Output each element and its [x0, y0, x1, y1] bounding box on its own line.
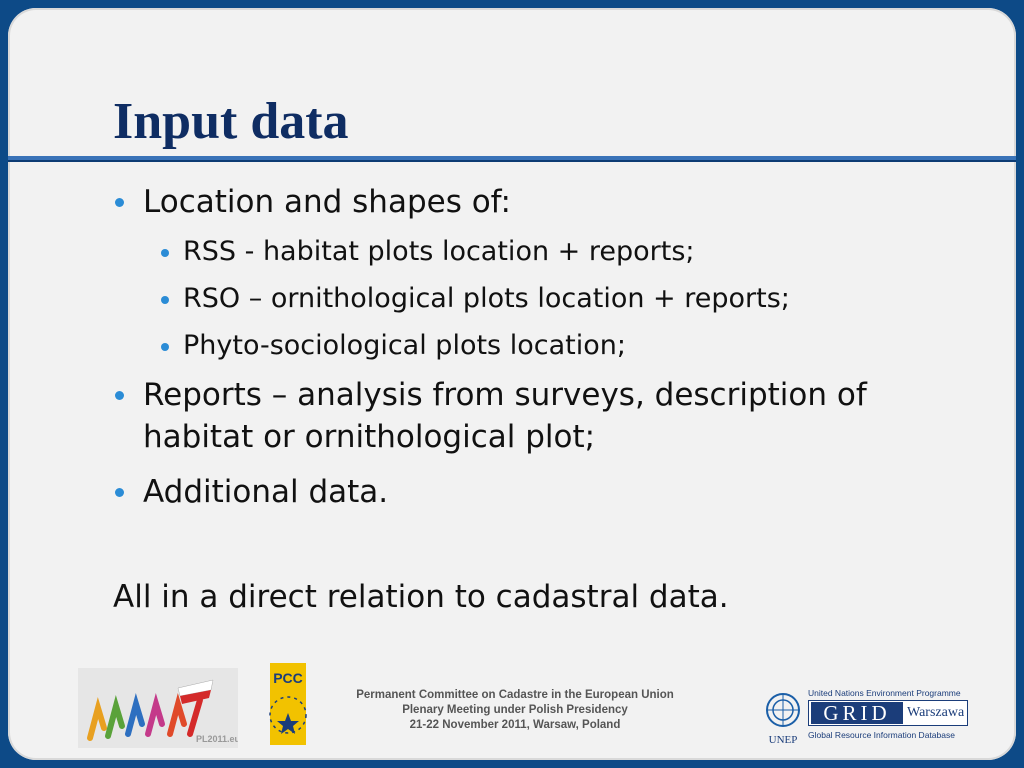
- sub-bullet-text: RSO – ornithological plots location + reports;: [183, 283, 790, 314]
- bullet-dot: [115, 198, 124, 207]
- bullet-dot: [161, 343, 169, 351]
- pcc-logo-text: PCC: [273, 670, 303, 686]
- footer-line: Plenary Meeting under Polish Presidency: [402, 704, 628, 716]
- bullet-item: [143, 374, 903, 458]
- bullet-dot: [115, 391, 124, 400]
- footer-line: Permanent Committee on Cadastre in the European Union: [356, 689, 674, 701]
- bullet-dot: [161, 249, 169, 257]
- unep-logo-text: UNEP: [768, 734, 798, 746]
- pl2011-logo-text: PL2011.eu: [196, 734, 238, 744]
- slide-title: Input data: [113, 93, 349, 150]
- footer-line: 21-22 November 2011, Warsaw, Poland: [409, 719, 621, 731]
- sub-bullet-text: RSS - habitat plots location + reports;: [183, 236, 695, 267]
- bullet-dot: [161, 296, 169, 304]
- bullet-item: [143, 471, 903, 513]
- grid-warszawa-logo: [808, 688, 973, 748]
- pl2011-logo: [78, 668, 238, 748]
- bullet-item: [143, 181, 903, 223]
- pcc-logo: [258, 655, 318, 745]
- bullet-text: Additional data.: [143, 474, 389, 510]
- grid-logo-bottom-text: Global Resource Information Database: [808, 730, 955, 740]
- closing-statement: All in a direct relation to cadastral data.: [113, 579, 729, 615]
- bullet-dot: [115, 488, 124, 497]
- unep-logo: [760, 690, 806, 746]
- sub-bullet-item: [183, 281, 903, 317]
- sub-bullet-item: [183, 328, 903, 364]
- bullet-text: Location and shapes of:: [143, 184, 511, 220]
- sub-bullet-item: [183, 234, 903, 270]
- sub-bullet-text: Phyto-sociological plots location;: [183, 330, 626, 361]
- grid-logo-city: Warszawa: [907, 705, 965, 720]
- bullet-text: Reports – analysis from surveys, description of habitat or ornithological plot;: [143, 377, 867, 455]
- slide: [8, 8, 1016, 760]
- grid-logo-box: [808, 700, 968, 726]
- grid-logo-letters: GRID: [811, 702, 903, 724]
- title-divider-shadow: [8, 160, 1016, 162]
- grid-logo-top-text: United Nations Environment Programme: [808, 688, 961, 698]
- footer-caption: [320, 688, 710, 733]
